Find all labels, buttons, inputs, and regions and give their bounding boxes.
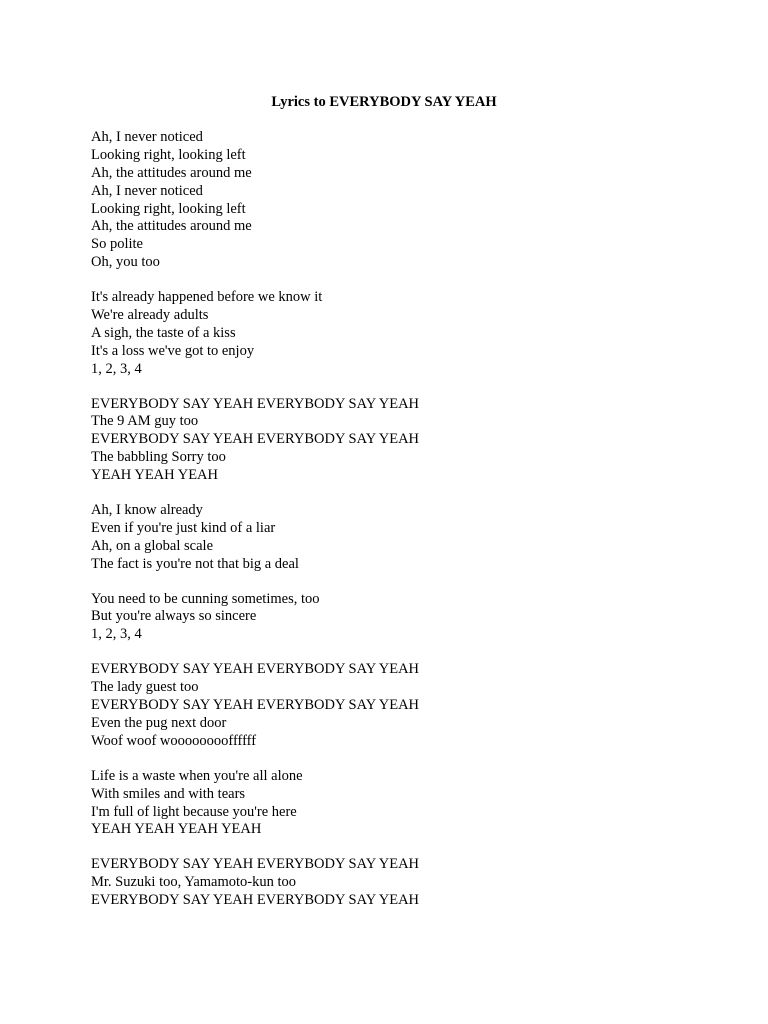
- lyric-line: We're already adults: [91, 307, 209, 324]
- lyric-line: EVERYBODY SAY YEAH EVERYBODY SAY YEAH: [91, 395, 420, 412]
- lyric-line: EVERYBODY SAY YEAH EVERYBODY SAY YEAH: [91, 892, 420, 909]
- lyrics-body: [91, 129, 731, 910]
- stanza: [91, 856, 731, 910]
- lyric-line: The lady guest too: [91, 679, 199, 696]
- lyric-line: Mr. Suzuki too, Yamamoto-kun too: [91, 874, 297, 891]
- stanza: [91, 502, 731, 574]
- lyric-line: EVERYBODY SAY YEAH EVERYBODY SAY YEAH: [91, 697, 420, 714]
- lyric-line: YEAH YEAH YEAH YEAH: [91, 821, 262, 838]
- stanza: [91, 591, 731, 645]
- lyric-line: It's already happened before we know it: [91, 289, 323, 306]
- lyric-line: The 9 AM guy too: [91, 413, 199, 430]
- lyric-line: You need to be cunning sometimes, too: [91, 590, 320, 607]
- lyric-line: It's a loss we've got to enjoy: [91, 342, 255, 359]
- lyric-line: A sigh, the taste of a kiss: [91, 324, 236, 341]
- lyric-line: Even if you're just kind of a liar: [91, 519, 276, 536]
- lyric-line: Woof woof wooooooooffffff: [91, 732, 257, 749]
- stanza: [91, 396, 731, 485]
- lyric-line: Looking right, looking left: [91, 146, 246, 163]
- lyric-line: Even the pug next door: [91, 714, 227, 731]
- lyric-line: Ah, the attitudes around me: [91, 164, 252, 181]
- lyric-line: I'm full of light because you're here: [91, 803, 297, 820]
- lyric-line: So polite: [91, 236, 143, 253]
- lyric-line: Ah, the attitudes around me: [91, 218, 252, 235]
- document-title: Lyrics to EVERYBODY SAY YEAH: [271, 94, 497, 110]
- lyric-line: Life is a waste when you're all alone: [91, 767, 303, 784]
- stanza: [91, 289, 731, 378]
- lyric-line: Oh, you too: [91, 254, 160, 271]
- stanza: [91, 661, 731, 750]
- lyric-line: EVERYBODY SAY YEAH EVERYBODY SAY YEAH: [91, 431, 420, 448]
- lyric-line: The babbling Sorry too: [91, 449, 226, 466]
- lyric-line: Ah, I know already: [91, 502, 203, 519]
- lyric-line: 1, 2, 3, 4: [91, 360, 142, 377]
- stanza: [91, 129, 731, 272]
- stanza: [91, 768, 731, 840]
- lyric-line: Ah, I never noticed: [91, 129, 203, 145]
- lyric-line: The fact is you're not that big a deal: [91, 555, 299, 572]
- lyric-line: EVERYBODY SAY YEAH EVERYBODY SAY YEAH: [91, 661, 420, 678]
- lyric-line: Ah, on a global scale: [91, 537, 214, 554]
- lyric-line: With smiles and with tears: [91, 785, 246, 802]
- lyric-line: But you're always so sincere: [91, 608, 257, 625]
- lyric-line: 1, 2, 3, 4: [91, 626, 142, 643]
- lyric-line: YEAH YEAH YEAH: [91, 467, 218, 484]
- lyric-line: EVERYBODY SAY YEAH EVERYBODY SAY YEAH: [91, 856, 420, 873]
- lyric-line: Ah, I never noticed: [91, 182, 203, 199]
- lyric-line: Looking right, looking left: [91, 200, 246, 217]
